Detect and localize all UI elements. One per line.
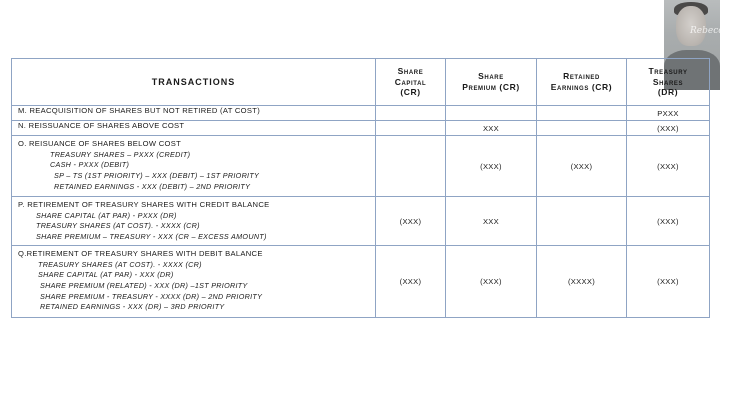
transaction-cell <box>12 121 376 136</box>
transaction-cell <box>12 106 376 121</box>
retained-earnings-cell <box>537 106 627 121</box>
treasury-shares-cell: (XXX) <box>627 197 710 246</box>
retained-earnings-cell: (XXXX) <box>537 246 627 318</box>
transaction-title: N. REISSUANCE OF SHARES ABOVE COST <box>18 121 185 130</box>
table-row <box>12 197 710 246</box>
header-text: (CR) <box>400 87 421 98</box>
share-capital-cell: (XXX) <box>376 246 446 318</box>
header-text: (DR) <box>657 87 679 98</box>
share-premium-cell: (XXX) <box>446 246 537 318</box>
header-treasury-shares <box>627 59 710 106</box>
header-text: Share <box>397 65 424 76</box>
transaction-title: M. REACQUISITION OF SHARES BUT NOT RETIRED (AT COST) <box>18 106 261 115</box>
treasury-shares-cell: (XXX) <box>627 121 710 136</box>
transaction-detail: SHARE PREMIUM - TREASURY - XXXX (DR) – 2ND PRIORITY <box>40 291 263 301</box>
transaction-detail: RETAINED EARNINGS - XXX (DR) – 3RD PRIORITY <box>40 302 225 312</box>
header-share-premium <box>446 59 537 106</box>
transaction-detail: SHARE CAPITAL (AT PAR) - PXXX (DR) <box>36 210 177 220</box>
header-text: Share <box>478 71 504 82</box>
transaction-detail: SHARE PREMIUM (RELATED) - XXX (DR) –1ST PRIORITY <box>40 281 248 291</box>
header-text: Capital <box>394 76 427 87</box>
transaction-cell <box>12 197 376 246</box>
table-header-row <box>12 59 710 106</box>
transaction-detail: SHARE PREMIUM – TREASURY - XXX (CR – EXCESS AMOUNT) <box>36 232 267 242</box>
transaction-detail: TREASURY SHARES (AT COST). - XXXX (CR) <box>36 221 200 231</box>
treasury-shares-cell: (XXX) <box>627 246 710 318</box>
presenter-signature-watermark: Rebecca <box>690 26 729 36</box>
share-premium-cell: XXX <box>446 197 537 246</box>
header-text: Treasury <box>648 65 688 76</box>
header-transactions: TRANSACTIONS <box>12 59 376 106</box>
transaction-detail: SP – TS (1ST PRIORITY) – XXX (DEBIT) – 1ST PRIORITY <box>54 171 260 181</box>
header-text: Earnings (CR) <box>550 82 613 92</box>
table-row <box>12 121 710 136</box>
transaction-detail: CASH - PXXX (DEBIT) <box>50 160 130 170</box>
transactions-table <box>11 58 710 318</box>
header-retained-earnings <box>537 59 627 106</box>
share-capital-cell <box>376 106 446 121</box>
treasury-shares-cell: PXXX <box>627 106 710 121</box>
share-capital-cell <box>376 121 446 136</box>
share-capital-cell: (XXX) <box>376 197 446 246</box>
transaction-title: O. REISUANCE OF SHARES BELOW COST <box>18 139 182 148</box>
transaction-cell <box>12 136 376 197</box>
transaction-detail: TREASURY SHARES – PXXX (CREDIT) <box>50 149 191 159</box>
transaction-detail: SHARE CAPITAL (AT PAR) - XXX (DR) <box>38 270 174 280</box>
transaction-title: P. RETIREMENT OF TREASURY SHARES WITH CREDIT BALANCE <box>18 200 270 209</box>
transaction-detail: RETAINED EARNINGS - XXX (DEBIT) – 2ND PRIORITY <box>54 181 251 191</box>
header-share-capital <box>376 59 446 106</box>
share-premium-cell: (XXX) <box>446 136 537 197</box>
header-text: Premium (CR) <box>462 82 520 92</box>
transaction-detail: TREASURY SHARES (AT COST). - XXXX (CR) <box>38 259 202 269</box>
transaction-cell <box>12 246 376 318</box>
share-premium-cell <box>446 106 537 121</box>
share-capital-cell <box>376 136 446 197</box>
table-row <box>12 136 710 197</box>
retained-earnings-cell: (XXX) <box>537 136 627 197</box>
share-premium-cell: XXX <box>446 121 537 136</box>
retained-earnings-cell <box>537 121 627 136</box>
retained-earnings-cell <box>537 197 627 246</box>
transaction-title: Q.RETIREMENT OF TREASURY SHARES WITH DEBIT BALANCE <box>18 249 263 258</box>
header-text: Shares <box>652 76 684 87</box>
table-row <box>12 106 710 121</box>
treasury-shares-cell: (XXX) <box>627 136 710 197</box>
table-row <box>12 246 710 318</box>
header-text: Retained <box>563 71 600 82</box>
